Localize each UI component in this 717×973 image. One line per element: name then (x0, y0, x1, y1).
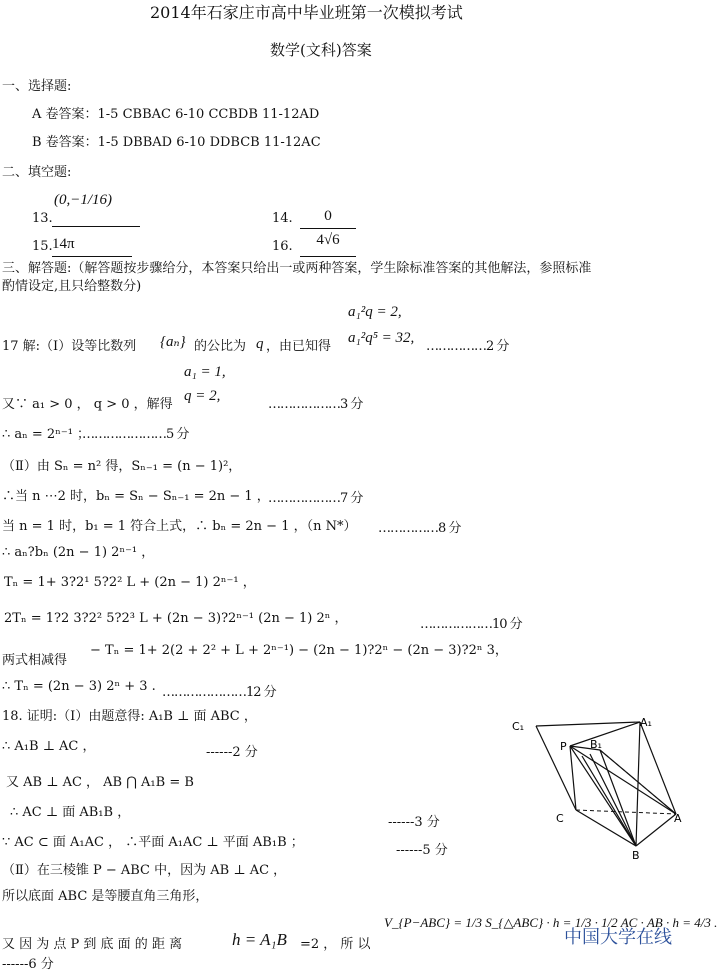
label-b: B (632, 849, 640, 862)
watermark-text: 中国大学在线 (564, 927, 672, 948)
q15-label: 15. (32, 239, 53, 254)
q17-score-12: …………………12 分 (162, 685, 276, 700)
prism-figure (500, 706, 684, 862)
q17-known-text: ，由已知得 (266, 339, 332, 354)
q18-line7: 所以底面 ABC 是等腰直角三角形， (2, 889, 209, 904)
page-title: 2014年石家庄市高中毕业班第一次模拟考试 (150, 3, 463, 22)
q17-system1-eq2: a₁²q⁵ = 32, (348, 330, 415, 346)
q17-Tn: Tₙ = 1+ 3?2¹ 5?2² L + (2n − 1) 2ⁿ⁻¹ ， (4, 575, 256, 590)
q17-q: q (256, 336, 264, 352)
q18-line3: 又 AB ⊥ AC ， AB ⋂ A₁B = B (6, 775, 194, 790)
q17-score-7: ………………7 分 (268, 491, 363, 506)
q17-score-10: ………………10 分 (420, 617, 522, 632)
label-b1: B₁ (590, 738, 602, 751)
q17-score-8: ……………8 分 (378, 521, 461, 536)
section-fill-heading: 二、填空题: (2, 165, 72, 180)
q16-answer: 4√6 (316, 232, 340, 248)
q16-label: 16. (272, 239, 293, 254)
q13-answer: (0,−1/16) (54, 192, 113, 208)
answer-line-a: A 卷答案：1-5 CBBAC 6-10 CCBDB 11-12AD (32, 107, 320, 122)
q17-system2-eq1: a₁ = 1, (184, 364, 226, 380)
q18-score-5: ------5 分 (396, 843, 448, 858)
q17-when-n-1: 当 n = 1 时，b₁ = 1 符合上式，∴ bₙ = 2n − 1 ，（n N*） (2, 519, 357, 534)
q17-subtract-label: 两式相减得 (2, 653, 68, 668)
q18-score-6: ------6 分 (2, 957, 54, 972)
q17-system1-eq1: a₁²q = 2, (348, 304, 402, 320)
q18-height: h = A₁B (232, 930, 287, 949)
q17-an-formula: ∴ aₙ = 2ⁿ⁻¹ ； (2, 427, 91, 442)
q15-answer: 14π (52, 236, 75, 252)
answer-line-b: B 卷答案：1-5 DBBAD 6-10 DDBCB 11-12AC (32, 135, 321, 150)
q17-ratio-text: 的公比为 (194, 339, 247, 354)
q13-answer-line (52, 186, 140, 227)
q17-condition: 又∵ a₁ > 0 ， q > 0 ，解得 (2, 397, 173, 412)
q18-score-2: ------2 分 (206, 745, 258, 760)
section-solution-note: 酌情设定,且只给整数分) (2, 279, 142, 294)
section-solution-heading: 三、解答题:（解答题按步骤给分，本答案只给出一或两种答案，学生除标准答案的其他解法，参照标准 (2, 261, 592, 276)
label-c: C (556, 812, 564, 825)
label-a1: A₁ (640, 716, 652, 729)
q17-system2-eq2: q = 2, (184, 388, 221, 404)
q18-line6: （Ⅱ）在三棱锥 P − ABC 中，因为 AB ⊥ AC ， (2, 863, 287, 878)
q17-result: ∴ Tₙ = (2n − 3) 2ⁿ + 3 . (2, 679, 156, 694)
page-subtitle: 数学(文科)答案 (270, 41, 372, 59)
q17-subtraction: − Tₙ = 1+ 2(2 + 2² + L + 2ⁿ⁻¹) − (2n − 1)?2ⁿ − (2n − 3)?2ⁿ 3， (90, 643, 508, 658)
label-a: A (674, 812, 682, 825)
q17-score-5: …………………5 分 (82, 427, 189, 442)
q18-line8: 又 因 为 点 P 到 底 面 的 距 离 (2, 937, 183, 952)
q14-answer: 0 (323, 209, 333, 224)
q14-label: 14. (272, 211, 293, 226)
q17-product: ∴ aₙ?bₙ (2n − 1) 2ⁿ⁻¹ ， (2, 545, 155, 560)
label-p: P (560, 740, 567, 753)
q18-eq2: =2 ， 所 以 (300, 937, 371, 952)
section-choice-heading: 一、选择题: (2, 79, 72, 94)
q17-part2: （Ⅱ）由 Sₙ = n² 得，Sₙ₋₁ = (n − 1)²， (2, 459, 242, 474)
q17-sequence: {aₙ} (160, 334, 186, 350)
q16-answer-line (300, 232, 356, 257)
q18-volume: V_{P−ABC} = 1/3 S_{△ABC} · h = 1/3 · 1/2 AC · AB · h = 4/3 . (384, 915, 717, 930)
q18-line4: ∴ AC ⊥ 面 AB₁B ， (10, 805, 131, 820)
q14-answer-line (300, 210, 356, 229)
q17-2Tn: 2Tₙ = 1?2 3?2² 5?2³ L + (2n − 3)?2ⁿ⁻¹ (2n − 1) 2ⁿ ， (4, 611, 348, 626)
q17-score-2: ……………2 分 (426, 339, 509, 354)
label-c1: C₁ (512, 720, 525, 733)
q15-answer-line (52, 236, 132, 257)
q17-when-n-ge-2: ∴当 n ⋯2 时，bₙ = Sₙ − Sₙ₋₁ = 2n − 1 ， (2, 489, 270, 504)
q18-line1: 18. 证明:（Ⅰ）由题意得: A₁B ⊥ 面 ABC ， (2, 709, 257, 724)
q18-line2: ∴ A₁B ⊥ AC ， (2, 739, 96, 754)
q17-score-3: ………………3 分 (268, 397, 363, 412)
q17-intro: 17 解:（Ⅰ）设等比数列 (2, 339, 137, 354)
q18-score-3: ------3 分 (388, 815, 440, 830)
q13-label: 13. (32, 211, 53, 226)
q18-line5: ∵ AC ⊂ 面 A₁AC ， ∴平面 A₁AC ⊥ 平面 AB₁B ； (2, 835, 304, 850)
